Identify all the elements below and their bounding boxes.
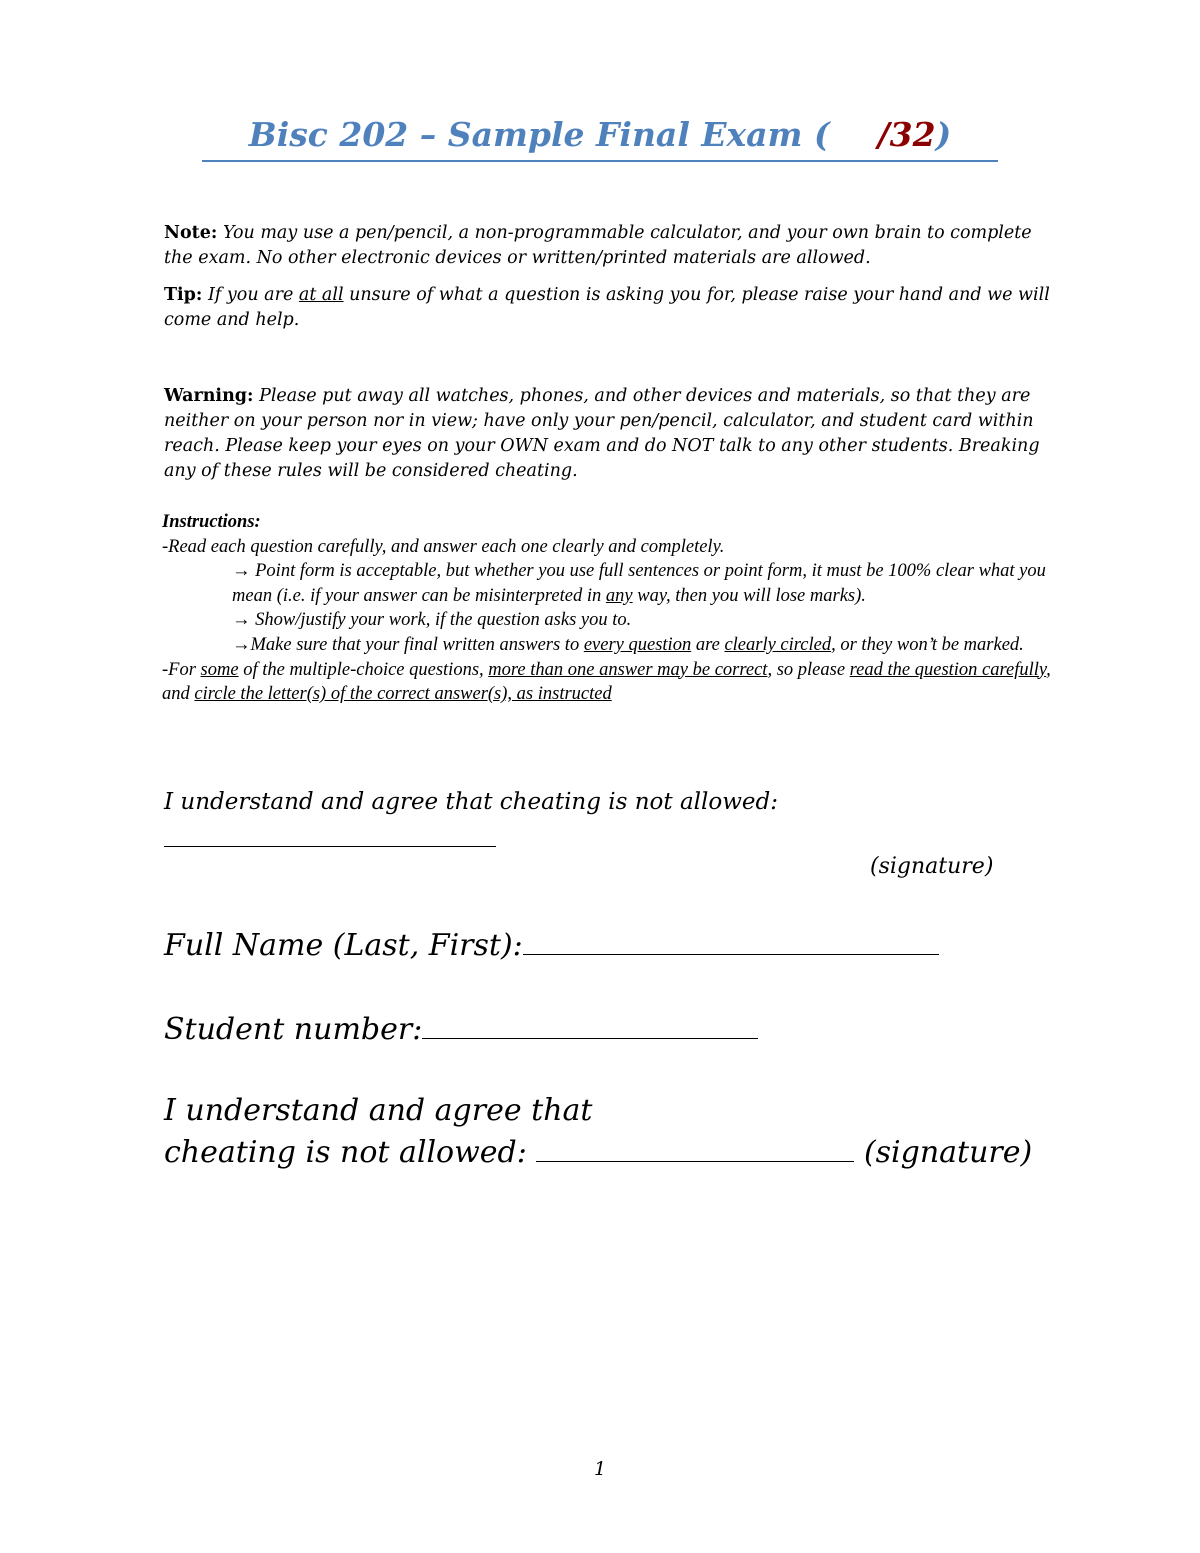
note-text: You may use a pen/pencil, a non-programmable calculator, and your own brain to complete the exam. No other electronic devices or written/printed materials are allowed.: [164, 223, 1032, 268]
sub1-text-after: way, then you will lose marks).: [637, 585, 866, 606]
sub3-text-a: →Make sure that your final written answers to: [232, 634, 580, 655]
agreement-large-line-2-row: [164, 1131, 1032, 1173]
tip-text-after: unsure of what a question is asking you for, please raise your hand and we will come and help.: [164, 285, 1050, 330]
instruction-item-2: [162, 658, 1062, 707]
instruction-item-1: -Read each question carefully, and answer each one clearly and completely.: [162, 536, 725, 557]
instructions-heading: Instructions:: [162, 512, 261, 532]
note-paragraph: [164, 221, 1064, 271]
sub3-underlined-2: clearly circled: [724, 634, 832, 655]
sub1-text-underlined: any: [605, 585, 633, 606]
signature-line-small[interactable]: [164, 846, 496, 847]
signature-label-small: (signature): [870, 854, 994, 879]
item2-text-c: , so please: [767, 659, 846, 680]
instruction-sub-2: → Show/justify your work, if the question asks you to.: [232, 610, 632, 631]
item2-text-a: -For: [162, 659, 196, 680]
tip-paragraph: [164, 283, 1064, 333]
tip-label: Tip:: [164, 285, 203, 305]
student-number-label: Student number:: [164, 1012, 423, 1047]
signature-blank-large[interactable]: [536, 1131, 854, 1162]
full-name-row: [164, 924, 939, 966]
student-number-row: [164, 1008, 758, 1050]
full-name-blank[interactable]: [523, 924, 939, 955]
tip-text-underlined: at all: [298, 285, 344, 305]
exam-title-text: Bisc 202 – Sample Final Exam (: [248, 115, 830, 154]
item2-underlined-2: more than one answer may be correct: [488, 659, 768, 680]
exam-title-close: ): [935, 115, 952, 154]
sub3-underlined-1: every question: [583, 634, 692, 655]
sub1-text-before: → Point form is acceptable, but whether you use full sentences or point form, it must be 100% clear what you mean (i.e. if your answer can be misinterpreted in: [232, 561, 1046, 606]
page-number: 1: [593, 1458, 607, 1480]
agreement-small-text: I understand and agree that cheating is not allowed:: [164, 789, 778, 815]
instruction-sub-3: [162, 633, 1062, 658]
full-name-label: Full Name (Last, First):: [164, 928, 523, 963]
tip-text-before: If you are: [207, 285, 294, 305]
instructions-block: [162, 510, 1062, 707]
item2-underlined-1: some: [200, 659, 239, 680]
warning-text: Please put away all watches, phones, and other devices and materials, so that they are neither on your person nor in view; have only your pen/pencil, calculator, and student card within reach. Please keep your eyes on your OWN exam and do NOT talk to any other students. Breaking any of these rules will be considered cheating.: [164, 386, 1040, 481]
item2-underlined-3: read the question carefully: [849, 659, 1047, 680]
item2-underlined-4: circle the letter(s) of the correct answer(s), as instructed: [194, 684, 612, 705]
student-number-blank[interactable]: [422, 1008, 758, 1039]
warning-label: Warning:: [164, 386, 254, 406]
item2-text-d: , and: [162, 659, 1051, 705]
note-label: Note:: [164, 223, 218, 243]
instruction-sub-1: [162, 559, 1062, 608]
exam-total-score: /32: [877, 115, 936, 154]
agreement-large-line-2: cheating is not allowed:: [164, 1135, 527, 1170]
item2-text-b: of the multiple-choice questions,: [243, 659, 484, 680]
agreement-large-line-1: I understand and agree that: [164, 1093, 593, 1128]
signature-label-large: (signature): [863, 1135, 1033, 1170]
warning-paragraph: [164, 384, 1064, 484]
sub3-text-b: are: [695, 634, 720, 655]
exam-title: [202, 110, 998, 162]
sub3-text-c: , or they won’t be marked.: [831, 634, 1024, 655]
